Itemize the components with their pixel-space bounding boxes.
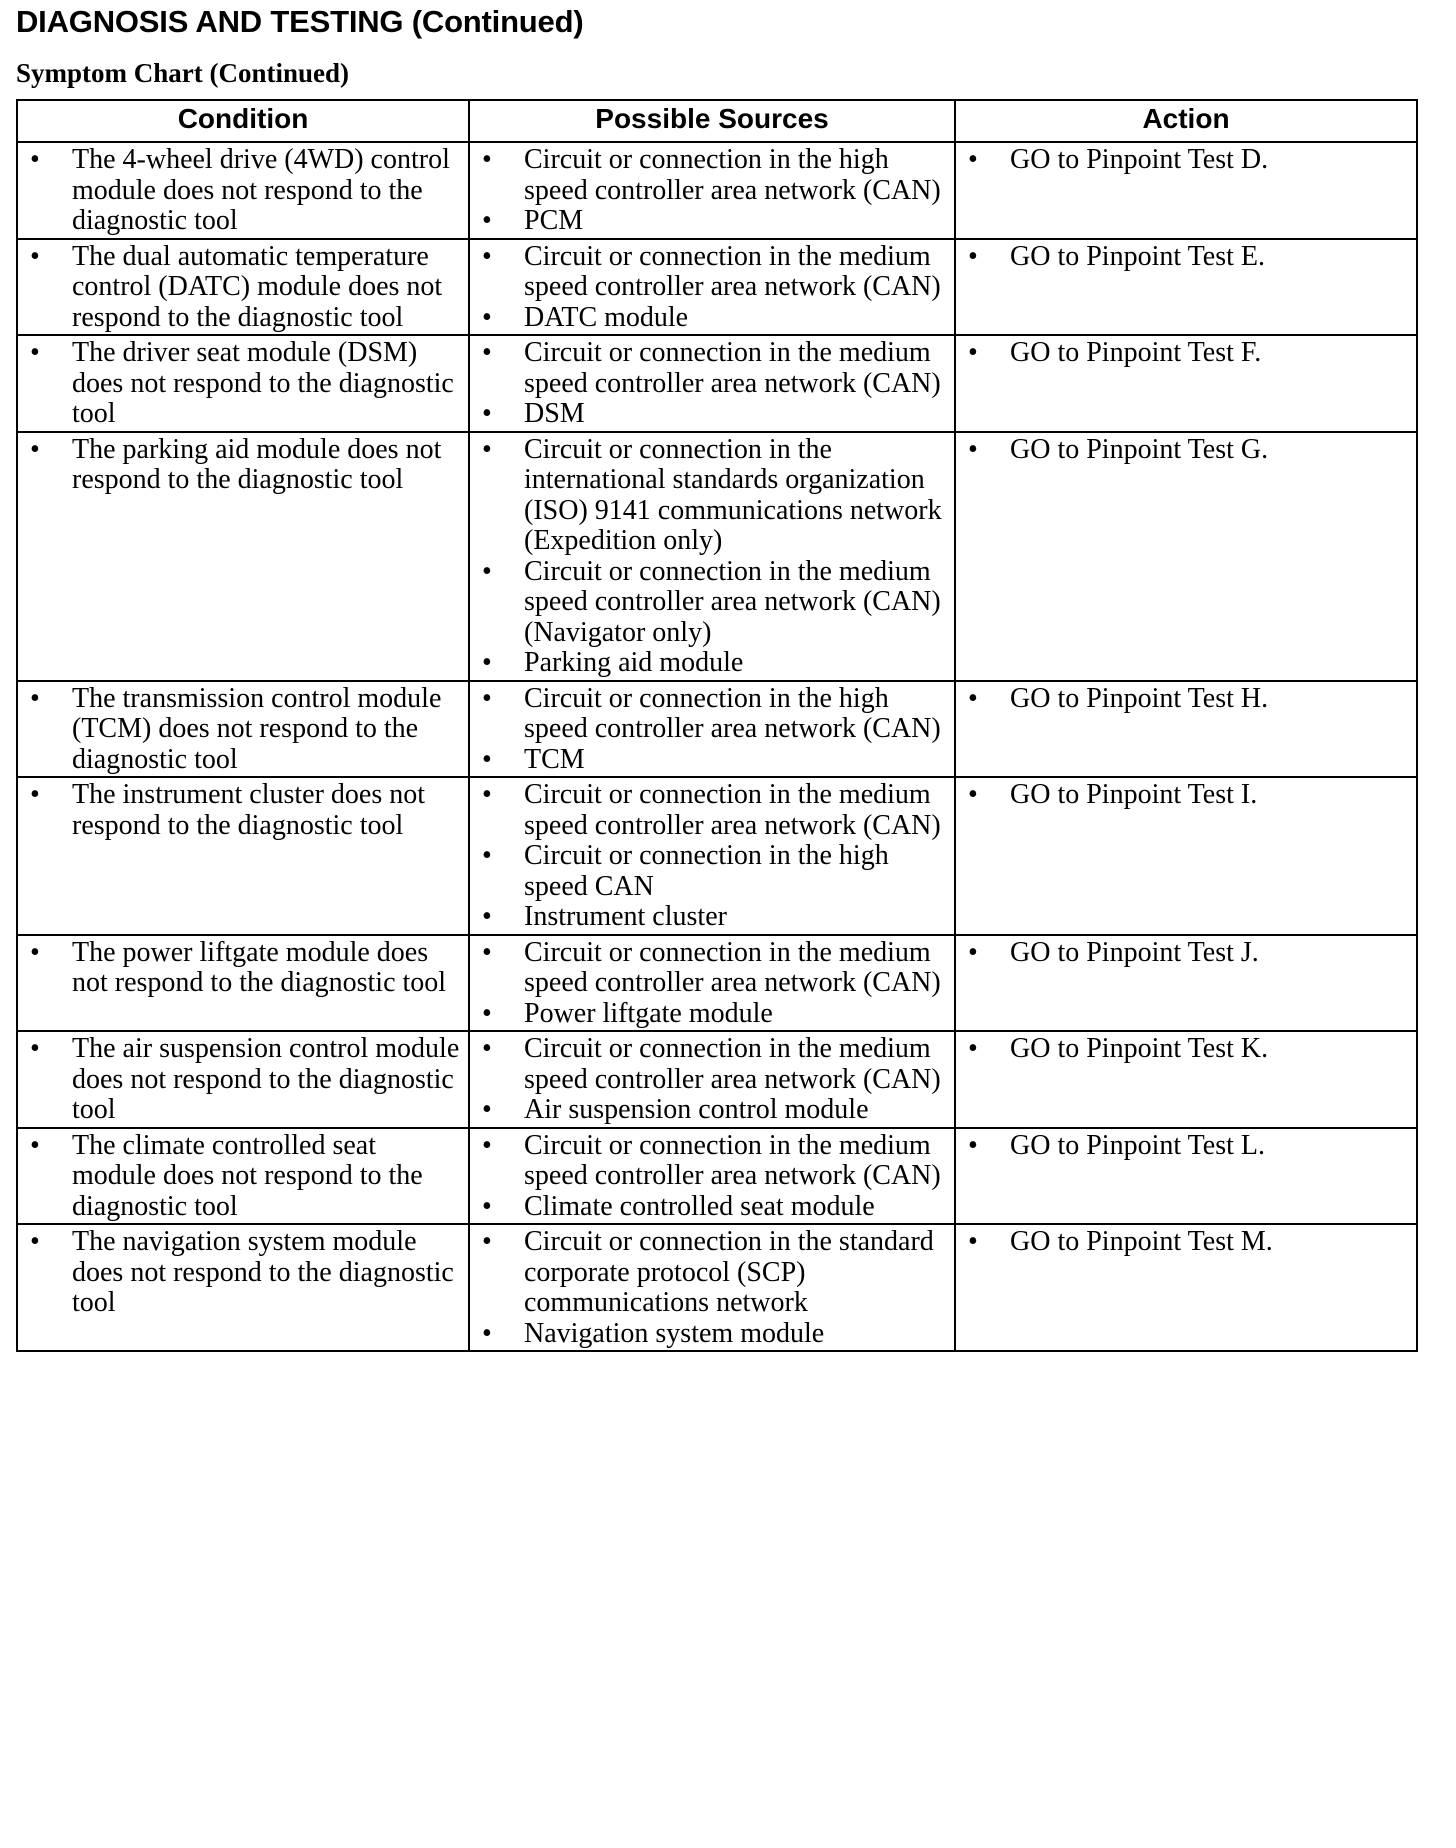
list-item-text: The power liftgate module does not respond to the diagnostic tool [72,936,447,998]
possible-sources-cell [469,1031,955,1128]
bullet-list [482,938,946,1030]
list-item-text: The navigation system module does not respond to the diagnostic tool [72,1226,454,1318]
bullet-icon: • [482,1190,492,1222]
bullet-icon: • [30,1226,40,1257]
list-item [30,338,460,430]
bullet-icon: • [968,1129,978,1161]
bullet-icon: • [30,240,40,272]
list-item-text: GO to Pinpoint Test F. [1010,337,1262,368]
bullet-list [30,242,460,334]
list-item [30,780,460,841]
list-item [482,648,946,679]
list-item [30,242,460,334]
list-item [968,242,1408,273]
bullet-icon: • [482,240,492,272]
bullet-icon: • [30,337,40,368]
table-header [17,100,1417,142]
list-item-text: The air suspension control module does not respond to the diagnostic tool [72,1033,460,1125]
list-item [482,399,946,430]
list-item-text: Circuit or connection in the high speed controller area network (CAN) [524,144,941,206]
bullet-icon: • [968,1226,978,1257]
list-item-text: Circuit or connection in the medium speed controller area network (CAN) [524,240,941,302]
bullet-list [482,780,946,933]
condition-cell [17,432,469,681]
bullet-list [30,938,460,999]
list-item-text: The climate controlled seat module does not respond to the diagnostic tool [72,1129,423,1222]
condition-cell [17,1224,469,1351]
action-cell [955,142,1417,239]
list-item-text: Instrument cluster [524,901,727,932]
list-item-text: TCM [524,743,585,775]
bullet-icon: • [482,337,492,368]
list-item [968,435,1408,466]
bullet-icon: • [482,1094,492,1125]
condition-cell [17,681,469,778]
possible-sources-cell [469,935,955,1032]
list-item-text: Circuit or connection in the high speed CAN [524,840,889,902]
table-row [17,335,1417,432]
list-item-text: The driver seat module (DSM) does not respond to the diagnostic tool [72,337,454,429]
list-item [30,1131,460,1223]
list-item-text: Circuit or connection in the medium speed controller area network (CAN) [524,779,941,841]
list-item-text: GO to Pinpoint Test I. [1010,779,1258,810]
list-item [482,999,946,1030]
list-item [482,1131,946,1192]
list-item [482,902,946,933]
bullet-list [30,780,460,841]
action-cell [955,432,1417,681]
list-item [30,435,460,496]
bullet-icon: • [482,1129,492,1161]
list-item [482,780,946,841]
bullet-icon: • [968,144,978,175]
list-item [968,938,1408,969]
bullet-icon: • [30,936,40,968]
bullet-list [482,338,946,430]
bullet-icon: • [30,1033,40,1064]
list-item-text: Circuit or connection in the medium speed controller area network (CAN) [524,936,941,998]
bullet-list [968,435,1408,466]
bullet-icon: • [482,682,492,714]
list-item-text: The 4-wheel drive (4WD) control module does not respond to the diagnostic tool [72,144,450,236]
column-header-possible-sources: Possible Sources [469,100,955,142]
table-row [17,681,1417,778]
list-item-text: Circuit or connection in the high speed controller area network (CAN) [524,682,941,744]
list-item-text: Circuit or connection in the medium speed controller area network (CAN) [524,1033,941,1095]
bullet-list [482,242,946,334]
list-item [30,684,460,776]
bullet-list [968,145,1408,176]
condition-cell [17,335,469,432]
possible-sources-cell [469,777,955,935]
bullet-icon: • [30,144,40,175]
list-item-text: GO to Pinpoint Test L. [1010,1129,1265,1161]
bullet-icon: • [482,1317,492,1349]
list-item [482,841,946,902]
list-item [968,780,1408,811]
bullet-icon: • [30,433,40,465]
list-item [482,1192,946,1223]
bullet-icon: • [482,301,492,333]
bullet-icon: • [968,936,978,968]
list-item [482,206,946,237]
list-item [482,242,946,303]
possible-sources-cell [469,239,955,336]
condition-cell [17,1128,469,1225]
bullet-list [968,1131,1408,1162]
list-item-text: GO to Pinpoint Test M. [1010,1226,1273,1257]
action-cell [955,1031,1417,1128]
chart-subtitle: Symptom Chart (Continued) [16,58,350,88]
table-row [17,239,1417,336]
bullet-icon: • [482,1226,492,1257]
list-item [968,1131,1408,1162]
list-item-text: GO to Pinpoint Test D. [1010,144,1269,175]
bullet-icon: • [968,337,978,368]
bullet-list [968,684,1408,715]
list-item-text: GO to Pinpoint Test H. [1010,682,1269,714]
list-item [482,938,946,999]
possible-sources-cell [469,1224,955,1351]
action-cell [955,335,1417,432]
condition-cell [17,142,469,239]
list-item-text: Navigation system module [524,1317,825,1349]
bullet-list [482,1227,946,1349]
list-item-text: Circuit or connection in the medium speed controller area network (CAN) [524,337,941,399]
list-item-text: DSM [524,398,585,429]
list-item-text: GO to Pinpoint Test K. [1010,1033,1269,1064]
list-item [30,938,460,999]
list-item [482,745,946,776]
condition-cell [17,239,469,336]
possible-sources-cell [469,432,955,681]
bullet-icon: • [482,555,492,587]
bullet-icon: • [30,1129,40,1161]
bullet-list [968,780,1408,811]
action-cell [955,1224,1417,1351]
bullet-list [30,684,460,776]
list-item-text: Parking aid module [524,647,744,678]
list-item [482,1095,946,1126]
table-body [17,142,1417,1351]
bullet-icon: • [482,743,492,775]
action-cell [955,239,1417,336]
list-item-text: GO to Pinpoint Test E. [1010,240,1265,272]
bullet-icon: • [482,647,492,678]
list-item [968,338,1408,369]
list-item [482,557,946,649]
bullet-list [30,1227,460,1319]
action-cell [955,1128,1417,1225]
list-item [968,1034,1408,1065]
bullet-list [968,938,1408,969]
action-cell [955,935,1417,1032]
list-item-text: The transmission control module (TCM) does not respond to the diagnostic tool [72,682,442,775]
bullet-icon: • [968,1033,978,1064]
table-row [17,1224,1417,1351]
header-row [17,100,1417,142]
condition-cell [17,935,469,1032]
bullet-list [482,435,946,679]
section-title: DIAGNOSIS AND TESTING (Continued) [16,4,584,39]
table-row [17,1031,1417,1128]
possible-sources-cell [469,335,955,432]
list-item-text: Circuit or connection in the international standards organization (ISO) 9141 communications network (Expedition only) [524,433,942,556]
column-header-action: Action [955,100,1417,142]
bullet-list [30,1131,460,1223]
bullet-list [482,1034,946,1126]
list-item-text: Circuit or connection in the medium speed controller area network (CAN) (Navigator only) [524,555,941,648]
bullet-list [30,145,460,237]
table-row [17,1128,1417,1225]
bullet-list [482,1131,946,1223]
list-item-text: Circuit or connection in the medium speed controller area network (CAN) [524,1129,941,1191]
bullet-list [968,338,1408,369]
table-row [17,777,1417,935]
bullet-icon: • [482,936,492,968]
list-item [30,1227,460,1319]
list-item [482,303,946,334]
bullet-icon: • [968,779,978,810]
list-item-text: GO to Pinpoint Test G. [1010,433,1269,465]
bullet-icon: • [482,433,492,465]
bullet-icon: • [482,1033,492,1064]
bullet-icon: • [482,779,492,810]
list-item [482,338,946,399]
action-cell [955,681,1417,778]
list-item-text: Climate controlled seat module [524,1190,875,1222]
bullet-icon: • [968,240,978,272]
bullet-icon: • [30,682,40,714]
symptom-chart-table [16,99,1418,1352]
bullet-icon: • [482,997,492,1029]
bullet-list [30,338,460,430]
list-item [968,1227,1408,1258]
bullet-list [968,242,1408,273]
possible-sources-cell [469,681,955,778]
list-item-text: The dual automatic temperature control (DATC) module does not respond to the diagnostic tool [72,240,443,333]
possible-sources-cell [469,142,955,239]
bullet-icon: • [482,901,492,932]
bullet-icon: • [968,682,978,714]
action-cell [955,777,1417,935]
possible-sources-cell [469,1128,955,1225]
list-item [30,145,460,237]
column-header-condition: Condition [17,100,469,142]
list-item-text: The parking aid module does not respond to the diagnostic tool [72,433,442,495]
list-item-text: PCM [524,205,584,236]
list-item [968,684,1408,715]
list-item-text: Power liftgate module [524,997,773,1029]
bullet-list [30,1034,460,1126]
bullet-list [968,1227,1408,1258]
table-row [17,935,1417,1032]
bullet-list [482,145,946,237]
table-row [17,142,1417,239]
list-item [482,1227,946,1319]
condition-cell [17,777,469,935]
list-item-text: The instrument cluster does not respond to the diagnostic tool [72,779,426,841]
bullet-list [482,684,946,776]
bullet-list [968,1034,1408,1065]
list-item [30,1034,460,1126]
list-item [482,145,946,206]
table-row [17,432,1417,681]
list-item [482,684,946,745]
list-item [482,1319,946,1350]
bullet-icon: • [30,779,40,810]
list-item-text: GO to Pinpoint Test J. [1010,936,1259,968]
list-item-text: Circuit or connection in the standard corporate protocol (SCP) communications network [524,1226,934,1318]
list-item [968,145,1408,176]
bullet-icon: • [968,433,978,465]
list-item [482,435,946,557]
bullet-list [30,435,460,496]
list-item [482,1034,946,1095]
bullet-icon: • [482,205,492,236]
condition-cell [17,1031,469,1128]
bullet-icon: • [482,144,492,175]
bullet-icon: • [482,398,492,429]
bullet-icon: • [482,840,492,871]
list-item-text: DATC module [524,301,689,333]
list-item-text: Air suspension control module [524,1094,869,1125]
